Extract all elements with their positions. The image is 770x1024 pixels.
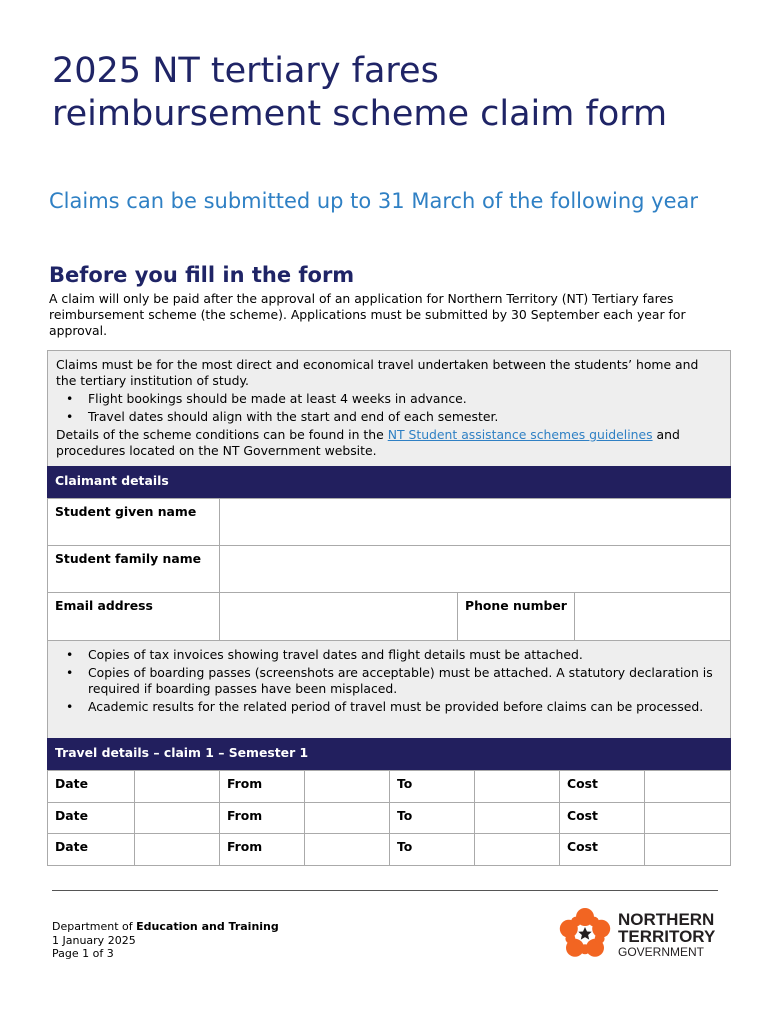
attachments-box <box>47 640 731 740</box>
nt-government-logo <box>556 903 720 969</box>
svg-text:TERRITORY: TERRITORY <box>618 927 716 946</box>
from-field[interactable] <box>304 802 390 834</box>
from-label: From <box>219 833 305 866</box>
family-name-field[interactable] <box>219 545 731 593</box>
phone-field[interactable] <box>574 592 731 641</box>
from-label: From <box>219 802 305 834</box>
page-subtitle: Claims can be submitted up to 31 March of the following year <box>49 189 699 213</box>
email-label: Email address <box>47 592 220 641</box>
footer-page: Page 1 of 3 <box>52 947 114 960</box>
footer <box>52 920 279 961</box>
to-label: To <box>389 833 475 866</box>
cost-label: Cost <box>559 802 645 834</box>
to-field[interactable] <box>474 833 560 866</box>
travel-details-header: Travel details – claim 1 – Semester 1 <box>47 738 731 770</box>
claimant-details-header: Claimant details <box>47 466 731 498</box>
page-title: 2025 NT tertiary fares reimbursement scheme claim form <box>52 51 668 134</box>
cost-label: Cost <box>559 770 645 803</box>
before-heading: Before you fill in the form <box>49 263 355 287</box>
cost-label: Cost <box>559 833 645 866</box>
to-field[interactable] <box>474 770 560 803</box>
notice-details <box>56 427 722 459</box>
given-name-field[interactable] <box>219 498 731 546</box>
given-name-label: Student given name <box>47 498 220 546</box>
desert-rose-icon <box>556 903 720 965</box>
date-label: Date <box>47 833 135 866</box>
attachment-bullet: • Copies of boarding passes (screenshots are acceptable) must be attached. A statutory declaration is required if boarding passes have been misplaced. <box>56 665 722 697</box>
from-field[interactable] <box>304 833 390 866</box>
intro-text: A claim will only be paid after the approval of an application for Northern Territory (NT) Tertiary fares reimbursement scheme (the scheme). Applications must be submitted by 30 September each year for approval. <box>49 291 686 338</box>
notice-box <box>47 350 731 468</box>
date-field[interactable] <box>134 802 220 834</box>
family-name-label: Student family name <box>47 545 220 593</box>
cost-field[interactable] <box>644 802 731 834</box>
notice-bullet: • Travel dates should align with the start and end of each semester. <box>56 409 722 425</box>
to-label: To <box>389 802 475 834</box>
phone-label: Phone number <box>457 592 575 641</box>
to-label: To <box>389 770 475 803</box>
to-field[interactable] <box>474 802 560 834</box>
cost-field[interactable] <box>644 833 731 866</box>
svg-text:NORTHERN: NORTHERN <box>618 910 715 929</box>
from-label: From <box>219 770 305 803</box>
attachment-bullet: • Academic results for the related period of travel must be provided before claims can be processed. <box>56 699 722 715</box>
date-label: Date <box>47 770 135 803</box>
guidelines-link[interactable]: NT Student assistance schemes guidelines <box>387 427 653 442</box>
svg-text:GOVERNMENT: GOVERNMENT <box>618 945 705 959</box>
footer-date: 1 January 2025 <box>52 933 136 947</box>
footer-department <box>52 920 279 934</box>
email-field[interactable] <box>219 592 458 641</box>
from-field[interactable] <box>304 770 390 803</box>
footer-dept-name: Education and Training <box>136 920 279 933</box>
date-label: Date <box>47 802 135 834</box>
attachment-bullet: • Copies of tax invoices showing travel dates and flight details must be attached. <box>56 647 722 663</box>
footer-dept-prefix: Department of <box>52 920 137 933</box>
notice-details-before: Details of the scheme conditions can be found in the <box>56 427 388 442</box>
notice-text: Claims must be for the most direct and economical travel undertaken between the students’ home and the tertiary institution of study. <box>56 357 699 388</box>
notice-details-after: and procedures located on the NT Government website. <box>56 427 680 458</box>
footer-divider <box>52 890 718 891</box>
cost-field[interactable] <box>644 770 731 803</box>
date-field[interactable] <box>134 770 220 803</box>
date-field[interactable] <box>134 833 220 866</box>
notice-bullet: • Flight bookings should be made at least 4 weeks in advance. <box>56 391 722 407</box>
